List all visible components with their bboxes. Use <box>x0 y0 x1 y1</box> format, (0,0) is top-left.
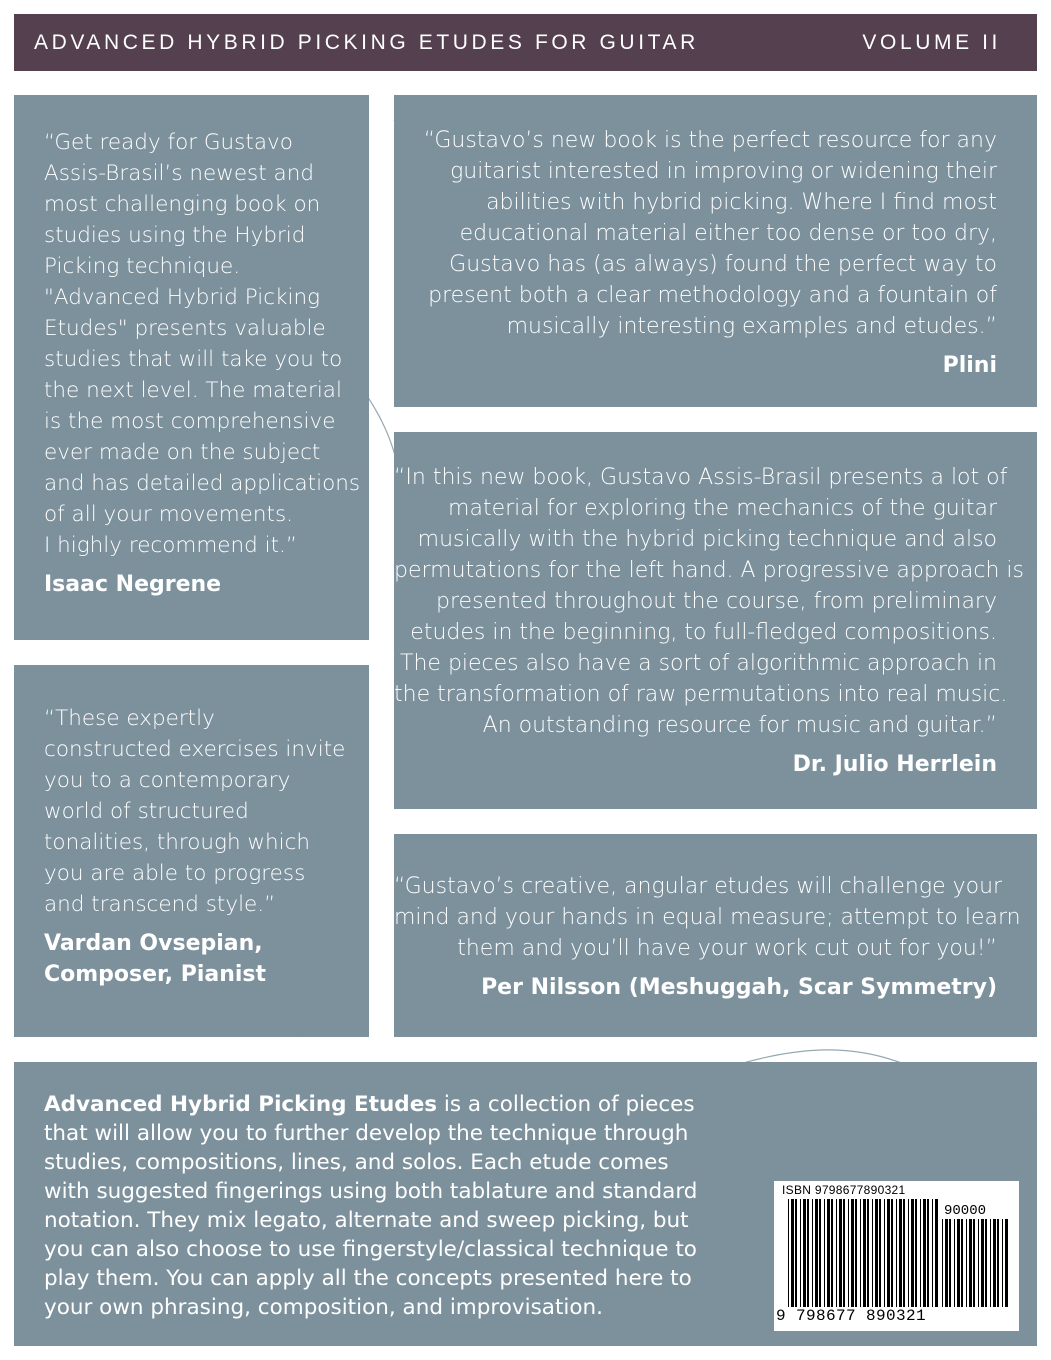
description-line: with suggested fingerings using both tablature and standard <box>44 1179 698 1204</box>
quote-line: Gustavo has (as always) found the perfect way to <box>449 252 997 277</box>
testimonial-author: Vardan Ovsepian, <box>44 931 263 956</box>
book-title: ADVANCED HYBRID PICKING ETUDES FOR GUITAR <box>34 30 699 54</box>
quote-line: and has detailed applications <box>44 471 361 496</box>
testimonial-author: Dr. Julio Herrlein <box>792 752 997 777</box>
barcode-bar <box>993 1219 996 1307</box>
barcode-bar <box>812 1199 813 1307</box>
barcode-bar <box>896 1199 897 1307</box>
barcode-bar <box>851 1199 854 1307</box>
barcode-bar <box>843 1199 845 1307</box>
barcode-bar <box>949 1219 951 1307</box>
quote-line: of all your movements. <box>44 502 294 527</box>
testimonial-julio-herrlein <box>394 432 1037 809</box>
barcode-bar <box>879 1199 881 1307</box>
barcode-bar <box>872 1199 873 1307</box>
barcode-bar <box>803 1199 806 1307</box>
quote-line: “In this new book, Gustavo Assis-Brasil presents a lot of <box>394 465 1008 490</box>
testimonial-author: Isaac Negrene <box>44 572 222 597</box>
barcode-bar <box>908 1199 909 1307</box>
barcode-bar <box>867 1199 869 1307</box>
testimonial-per-nilsson <box>394 834 1037 1037</box>
testimonial-author: Plini <box>942 353 997 378</box>
quote-line: studies using the Hybrid <box>44 223 306 248</box>
quote-line: ever made on the subject <box>44 440 321 465</box>
volume-label: VOLUME II <box>862 30 1001 54</box>
description-title: Advanced Hybrid Picking Etudes <box>44 1092 438 1117</box>
barcode-bar <box>935 1199 938 1307</box>
barcode-bar <box>860 1199 861 1307</box>
barcode-bar <box>923 1199 926 1307</box>
barcode-bar <box>966 1219 967 1307</box>
quote-line: An outstanding resource for music and guitar.” <box>482 713 997 738</box>
description-line: you can also choose to use fingerstyle/classical technique to <box>44 1237 697 1262</box>
description-line: play them. You can apply all the concepts presented here to <box>44 1266 692 1291</box>
quote-line: guitarist interested in improving or widening their <box>450 159 997 184</box>
barcode-bar <box>827 1199 830 1307</box>
quote-line: world of structured <box>44 799 249 824</box>
quote-line: the next level. The material <box>44 378 342 403</box>
barcode-bar <box>848 1199 849 1307</box>
testimonial-isaac-negrene <box>14 95 369 640</box>
isbn-barcode <box>774 1181 1019 1331</box>
barcode-bar <box>815 1199 818 1307</box>
quote-line: I highly recommend it.” <box>44 533 298 558</box>
barcode-bar <box>915 1199 917 1307</box>
barcode-bar <box>839 1199 842 1307</box>
quote-line: permutations for the left hand. A progressive approach is <box>394 558 1024 583</box>
barcode-bar <box>875 1199 878 1307</box>
quote-line: musically with the hybrid picking technique and also <box>417 527 997 552</box>
barcode-bar <box>788 1199 789 1307</box>
barcode-bar <box>807 1199 809 1307</box>
barcode-bar <box>1005 1219 1008 1307</box>
quote-line: Assis-Brasil’s newest and <box>44 161 314 186</box>
quote-line: educational material either too dense or too dry, <box>459 221 997 246</box>
barcode-bar <box>945 1219 948 1307</box>
testimonial-author-role: Composer, Pianist <box>44 962 267 987</box>
quote-line: them and you’ll have your work cut out for you!” <box>457 936 997 961</box>
barcode-bar <box>836 1199 837 1307</box>
barcode-bar <box>887 1199 890 1307</box>
barcode-bar <box>942 1219 943 1307</box>
quote-line: most challenging book on <box>44 192 321 217</box>
barcode-bar <box>903 1199 905 1307</box>
testimonial-author: Per Nilsson (Meshuggah, Scar Symmetry) <box>481 975 997 1000</box>
description-line <box>44 1090 1037 1119</box>
description-line: notation. They mix legato, alternate and sweep picking, but <box>44 1208 689 1233</box>
isbn-label: ISBN 9798677890321 <box>782 1183 906 1197</box>
barcode-bar <box>981 1219 984 1307</box>
quote-line: Picking technique. <box>44 254 241 279</box>
barcode-bar <box>884 1199 885 1307</box>
quote-line: abilities with hybrid picking. Where I find most <box>486 190 997 215</box>
barcode-bar <box>978 1219 979 1307</box>
barcode-bar <box>819 1199 821 1307</box>
description-line: your own phrasing, composition, and improvisation. <box>44 1295 603 1320</box>
barcode-bar <box>824 1199 825 1307</box>
barcode-bar <box>899 1199 902 1307</box>
quote-line: studies that will take you to <box>44 347 343 372</box>
quote-line: and transcend style.” <box>44 892 276 917</box>
barcode-bar <box>863 1199 866 1307</box>
barcode-bar <box>791 1199 794 1307</box>
quote-line: the transformation of raw permutations into real music. <box>394 682 1008 707</box>
quote-line: mind and your hands in equal measure; attempt to learn <box>394 905 1021 930</box>
barcode-bar <box>795 1199 797 1307</box>
barcode-bar <box>920 1199 921 1307</box>
price-code: 90000 <box>944 1203 987 1219</box>
description-line: studies, compositions, lines, and solos. Each etude comes <box>44 1150 669 1175</box>
quote-line: material for exploring the mechanics of the guitar <box>448 496 997 521</box>
quote-line: “Get ready for Gustavo <box>44 130 293 155</box>
quote-line: Etudes" presents valuable <box>44 316 326 341</box>
description-line: that will allow you to further develop the technique through <box>44 1121 689 1146</box>
description-first-line: is a collection of pieces <box>437 1092 695 1117</box>
quote-line: etudes in the beginning, to full-fledged compositions. <box>410 620 997 645</box>
barcode-bar <box>954 1219 955 1307</box>
barcode-bar <box>957 1219 960 1307</box>
barcode-bar <box>911 1199 914 1307</box>
quote-line: “These expertly <box>44 706 215 731</box>
barcode-bar <box>932 1199 933 1307</box>
barcode-bar <box>961 1219 963 1307</box>
quote-line: you are able to progress <box>44 861 306 886</box>
header-bar <box>14 14 1037 71</box>
quote-line: The pieces also have a sort of algorithmic approach in <box>400 651 997 676</box>
barcode-bar <box>927 1199 929 1307</box>
quote-line: musically interesting examples and etudes.” <box>506 314 997 339</box>
barcode-bars <box>788 1199 938 1307</box>
barcode-bar <box>891 1199 893 1307</box>
barcode-bar <box>831 1199 833 1307</box>
quote-line: present both a clear methodology and a fountain of <box>428 283 997 308</box>
barcode-bar <box>1002 1219 1003 1307</box>
barcode-bar <box>997 1219 999 1307</box>
testimonial-plini <box>394 95 1037 407</box>
quote-line: “Gustavo’s creative, angular etudes will challenge your <box>394 874 1003 899</box>
testimonial-vardan-ovsepian <box>14 665 369 1037</box>
barcode-bar <box>855 1199 857 1307</box>
quote-line: tonalities, through which <box>44 830 311 855</box>
quote-line: constructed exercises invite <box>44 737 346 762</box>
isbn-digits: 9 798677 890321 <box>776 1307 927 1325</box>
quote-line: presented throughout the course, from preliminary <box>436 589 997 614</box>
quote-line: you to a contemporary <box>44 768 291 793</box>
barcode-bar <box>990 1219 991 1307</box>
barcode-bar <box>969 1219 972 1307</box>
quote-line: "Advanced Hybrid Picking <box>44 285 320 310</box>
barcode-bar <box>800 1199 801 1307</box>
quote-line: “Gustavo’s new book is the perfect resource for any <box>423 128 997 153</box>
barcode-bar <box>985 1219 987 1307</box>
barcode-addon-bars <box>942 1219 1012 1307</box>
quote-line: is the most comprehensive <box>44 409 336 434</box>
barcode-bar <box>973 1219 975 1307</box>
